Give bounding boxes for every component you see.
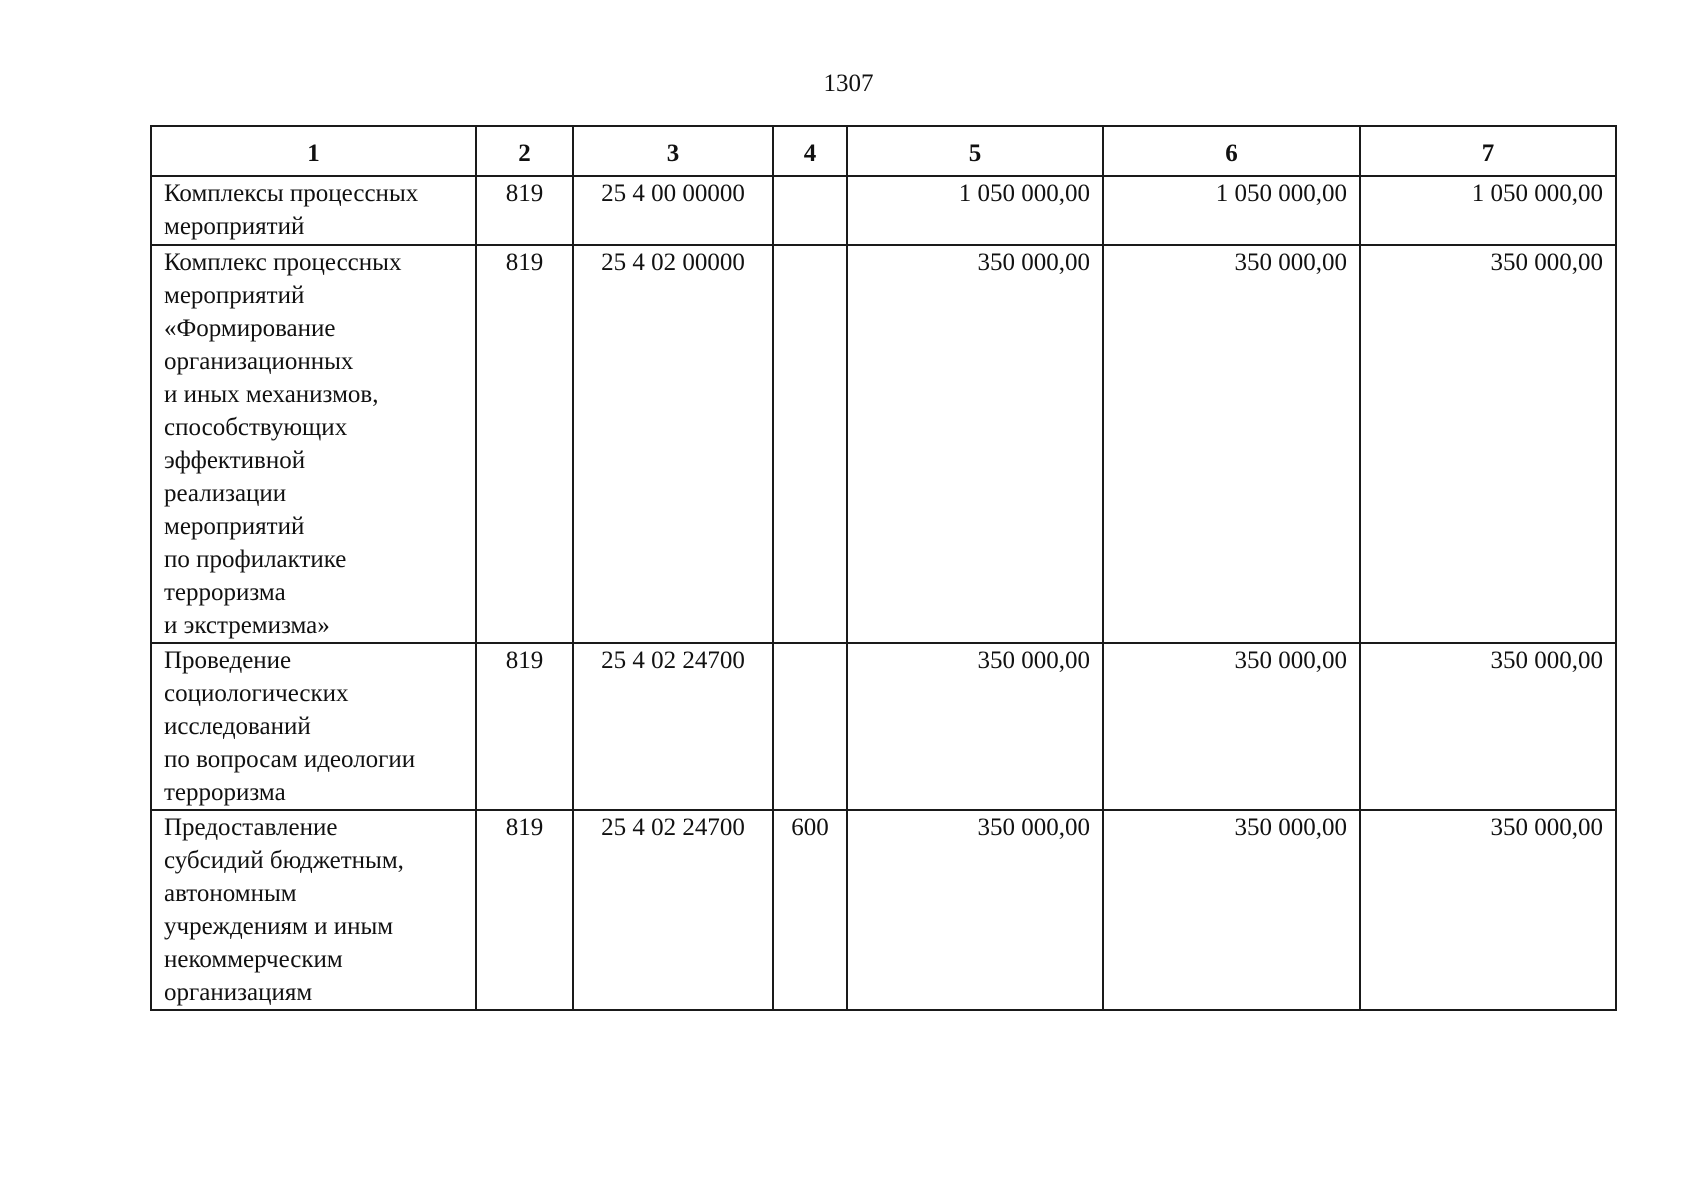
row-grbs-code: 819 bbox=[476, 643, 573, 810]
row-amount-col7: 350 000,00 bbox=[1360, 643, 1616, 810]
column-header-2: 2 bbox=[476, 126, 573, 176]
row-amount-col6: 1 050 000,00 bbox=[1103, 176, 1360, 245]
column-header-5: 5 bbox=[847, 126, 1103, 176]
row-amount-col5: 1 050 000,00 bbox=[847, 176, 1103, 245]
column-header-1: 1 bbox=[151, 126, 476, 176]
row-name: Комплексы процессных мероприятий bbox=[151, 176, 476, 245]
row-amount-col6: 350 000,00 bbox=[1103, 810, 1360, 1010]
column-header-3: 3 bbox=[573, 126, 773, 176]
row-csr-code: 25 4 02 24700 bbox=[573, 810, 773, 1010]
row-csr-code: 25 4 02 24700 bbox=[573, 643, 773, 810]
row-csr-code: 25 4 00 00000 bbox=[573, 176, 773, 245]
row-vr-code bbox=[773, 245, 847, 643]
table-row bbox=[151, 245, 1616, 643]
row-vr-code: 600 bbox=[773, 810, 847, 1010]
table-row bbox=[151, 643, 1616, 810]
row-grbs-code: 819 bbox=[476, 810, 573, 1010]
row-amount-col7: 350 000,00 bbox=[1360, 810, 1616, 1010]
row-grbs-code: 819 bbox=[476, 176, 573, 245]
row-amount-col7: 350 000,00 bbox=[1360, 245, 1616, 643]
table-row bbox=[151, 810, 1616, 1010]
column-header-7: 7 bbox=[1360, 126, 1616, 176]
row-name: Комплекс процессных мероприятий «Формирование организационных и иных механизмов, способствующих эффективной реализации мероприятий по профилактике терроризма и экстремизма» bbox=[151, 245, 476, 643]
column-header-4: 4 bbox=[773, 126, 847, 176]
table-row bbox=[151, 176, 1616, 245]
row-grbs-code: 819 bbox=[476, 245, 573, 643]
row-amount-col5: 350 000,00 bbox=[847, 245, 1103, 643]
row-amount-col6: 350 000,00 bbox=[1103, 245, 1360, 643]
row-csr-code: 25 4 02 00000 bbox=[573, 245, 773, 643]
budget-table bbox=[150, 125, 1617, 1011]
row-amount-col7: 1 050 000,00 bbox=[1360, 176, 1616, 245]
row-amount-col6: 350 000,00 bbox=[1103, 643, 1360, 810]
row-vr-code bbox=[773, 643, 847, 810]
row-amount-col5: 350 000,00 bbox=[847, 643, 1103, 810]
row-name: Проведение социологических исследований по вопросам идеологии терроризма bbox=[151, 643, 476, 810]
header-row bbox=[151, 126, 1616, 176]
row-vr-code bbox=[773, 176, 847, 245]
page-number: 1307 bbox=[823, 70, 874, 97]
column-header-6: 6 bbox=[1103, 126, 1360, 176]
row-amount-col5: 350 000,00 bbox=[847, 810, 1103, 1010]
row-name: Предоставление субсидий бюджетным, автономным учреждениям и иным некоммерческим организациям bbox=[151, 810, 476, 1010]
